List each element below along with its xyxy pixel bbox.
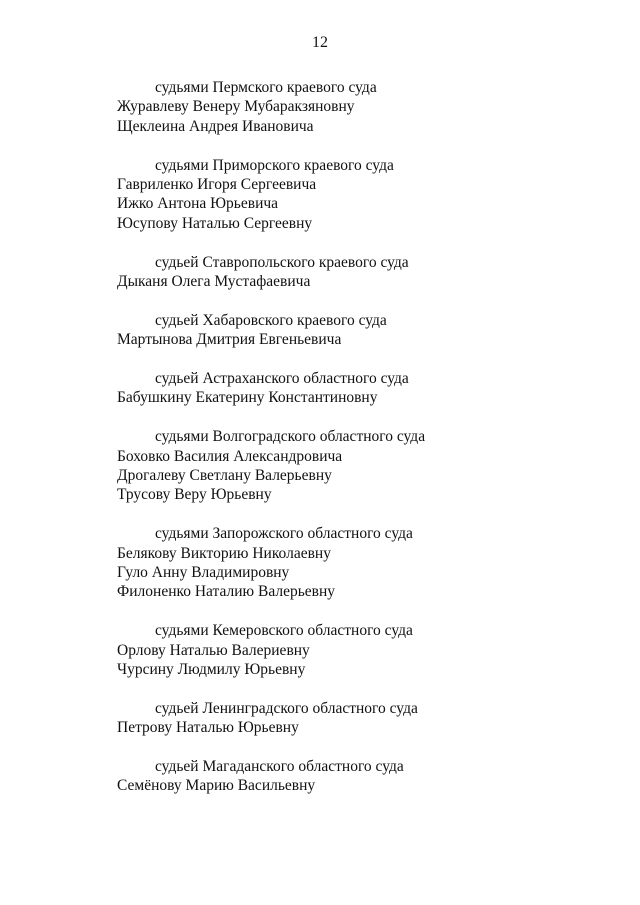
court-group: [117, 699, 597, 738]
person-name: Щеклеина Андрея Ивановича: [117, 117, 314, 135]
court-heading: судьей Ставропольского краевого суда: [155, 253, 409, 271]
person-name: Орлову Наталью Валериевну: [117, 641, 310, 659]
court-group: [117, 524, 597, 602]
court-heading: судьями Пермского краевого суда: [155, 79, 377, 96]
person-name: Семёнову Марию Васильевну: [117, 777, 316, 795]
court-group: [117, 427, 597, 505]
court-heading: судьей Астраханского областного суда: [155, 370, 409, 388]
person-name: Белякову Викторию Николаевну: [117, 544, 331, 562]
person-name: Гавриленко Игоря Сергеевича: [117, 176, 317, 194]
person-name: Дрогалеву Светлану Валерьевну: [117, 467, 332, 485]
person-name: Боховко Василия Александровича: [117, 447, 343, 465]
court-group: [117, 369, 597, 408]
court-heading: судьями Кемеровского областного суда: [155, 622, 413, 640]
appointment-list: [117, 78, 597, 796]
court-group: [117, 156, 597, 234]
person-name: Чурсину Людмилу Юрьевну: [117, 661, 306, 679]
page-number: 12: [312, 34, 328, 51]
person-name: Филоненко Наталию Валерьевну: [117, 583, 336, 601]
person-name: Юсупову Наталью Сергеевну: [117, 214, 313, 232]
person-name: Мартынова Дмитрия Евгеньевича: [117, 331, 342, 349]
person-name: Трусову Веру Юрьевну: [117, 486, 272, 504]
court-heading: судьями Волгоградского областного суда: [155, 428, 426, 446]
court-group: [117, 311, 597, 350]
person-name: Бабушкину Екатерину Константиновну: [117, 389, 378, 407]
court-heading: судьями Запорожского областного суда: [155, 525, 413, 543]
person-name: Ижко Антона Юрьевича: [117, 195, 279, 213]
person-name: Дыканя Олега Мустафаевича: [117, 273, 311, 291]
court-group: [117, 253, 597, 292]
court-group: [117, 757, 597, 796]
court-heading: судьей Магаданского областного суда: [155, 758, 404, 776]
court-group: [117, 621, 597, 679]
person-name: Журавлеву Венеру Мубаракзяновну: [117, 98, 355, 116]
court-heading: судьями Приморского краевого суда: [155, 156, 394, 174]
court-heading: судьей Хабаровского краевого суда: [155, 311, 387, 329]
court-heading: судьей Ленинградского областного суда: [155, 699, 418, 717]
person-name: Гуло Анну Владимировну: [117, 564, 290, 582]
court-group: [117, 78, 597, 136]
person-name: Петрову Наталью Юрьевну: [117, 719, 299, 737]
